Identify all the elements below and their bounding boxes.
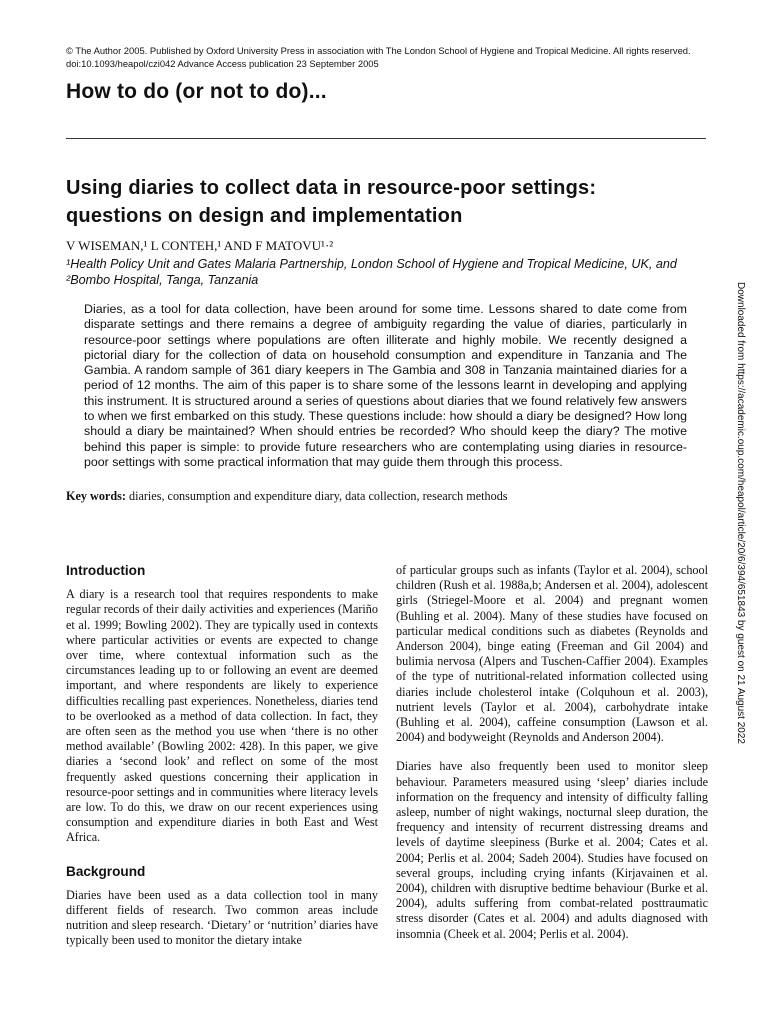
keywords-label: Key words: bbox=[66, 489, 126, 503]
affiliation-line-2: ²Bombo Hospital, Tanga, Tanzania bbox=[66, 273, 259, 287]
abstract: Diaries, as a tool for data collection, have been around for some time. Lessons shared to date come from disparate settings and there remains a degree of ambiguity regarding the value of diaries, particularly in resource-poor settings where populations are often illiterate and highly mobile. We recently designed a pictorial diary for the collection of data on household consumption and expenditure in Tanzania and The Gambia. A random sample of 361 diary keepers in The Gambia and 308 in Tanzania maintained diaries for a period of 12 months. The aim of this paper is to share some of the lessons learnt in developing and applying this instrument. It is structured around a series of questions about diaries that we found relatively few answers to when we first embarked on this study. These questions include: how should a diary be designed? How long should a diary be maintained? When should entries be recorded? Who should keep the diary? The motive behind this paper is simple: to provide future researchers who are contemplating using diaries in resource-poor settings with some practical information that may guide them through this process. bbox=[84, 302, 687, 469]
doi-line: doi:10.1093/heapol/czi042 Advance Access publication 23 September 2005 bbox=[66, 58, 379, 69]
download-notice-text: Downloaded from https://academic.oup.com/heapol/article/20/6/394/651843 by guest on 21 August 2022 bbox=[735, 282, 746, 744]
keywords-text: diaries, consumption and expenditure diary, data collection, research methods bbox=[128, 489, 508, 503]
article-title-line-2: questions on design and implementation bbox=[66, 205, 463, 227]
affiliations bbox=[66, 256, 716, 288]
authors: V WISEMAN,¹ L CONTEH,¹ AND F MATOVU¹·² bbox=[66, 238, 334, 253]
article-title bbox=[66, 174, 716, 230]
keywords bbox=[66, 488, 706, 504]
download-watermark bbox=[735, 282, 756, 757]
introduction-heading: Introduction bbox=[66, 563, 146, 578]
nutrition-diaries-paragraph: of particular groups such as infants (Taylor et al. 2004), school children (Rush et al. 1988a,b; Andersen et al. 2004), adolescent girls (Striegel-Moore et al. 2004) and pregnant women (Buhling et al. 2004). Many of these studies have focused on particular medical conditions such as diabetes (Reynolds and Anderson 2004), binge eating (Freeman and Gil 2004) and bulimia nervosa (Alpers and Tuschen-Caffier 2004). Examples of the type of nutritional-related information collected using diaries include cholesterol intake (Colquhoun et al. 2003), nutrient levels (Taylor et al. 2004), carbohydrate intake (Buhling et al. 2004), caffeine consumption (Lawson et al. 2004) and bodyweight (Reynolds and Anderson 2004). bbox=[396, 563, 708, 745]
header-divider bbox=[66, 138, 706, 139]
sleep-diaries-paragraph: Diaries have also frequently been used to monitor sleep behaviour. Parameters measured using ‘sleep’ diaries include information on the frequency and intensity of difficulty falling asleep, number of night wakings, nocturnal sleep duration, the frequency and intensity of recurrent distressing dreams and levels of daytime sleepiness (Burke et al. 2004; Cates et al. 2004; Perlis et al. 2004; Sadeh 2004). Studies have focused on several groups, including crying infants (Kirjavainen et al. 2004), children with disruptive bedtime behaviour (Burke et al. 2004), adults suffering from combat-related posttraumatic stress disorder (Cates et al. 2004) and adults diagnosed with insomnia (Cheek et al. 2004; Perlis et al. 2004). bbox=[396, 759, 708, 941]
copyright-line: © The Author 2005. Published by Oxford University Press in association with The London School of Hygiene and Tropical Medicine. All rights reserved. bbox=[66, 45, 691, 56]
background-paragraph: Diaries have been used as a data collection tool in many different fields of research. Two common areas include nutrition and sleep research. ‘Dietary’ or ‘nutrition’ diaries have typically been used to monitor the dietary intake bbox=[66, 887, 378, 948]
series-title: How to do (or not to do)... bbox=[66, 80, 327, 103]
copyright-notice bbox=[66, 44, 706, 70]
left-column bbox=[66, 563, 378, 949]
background-heading: Background bbox=[66, 863, 146, 879]
introduction-paragraph: A diary is a research tool that requires respondents to make regular records of their daily activities and experiences (Mariño et al. 1999; Bowling 2002). They are typically used in contexts where particular activities or events are expected to change over time, where contextual information such as the circumstances leading up to or following an event are deemed important, and where respondents are likely to experience difficulties recalling past experiences. Nonetheless, diaries tend to be overlooked as a method of data collection. In fact, they are often seen as the method you use when ‘there is no other method available’ (Bowling 2002: 428). In this paper, we give diaries a ‘second look’ and reflect on some of the most frequently asked questions concerning their application in resource-poor settings and in communities where literacy levels are low. To do this, we draw on our recent experiences using consumption and expenditure diaries in both East and West Africa. bbox=[66, 587, 378, 845]
affiliation-line-1: ¹Health Policy Unit and Gates Malaria Partnership, London School of Hygiene and Tropical Medicine, UK, and bbox=[66, 257, 677, 271]
right-column bbox=[396, 563, 708, 942]
article-title-line-1: Using diaries to collect data in resource-poor settings: bbox=[66, 177, 597, 199]
